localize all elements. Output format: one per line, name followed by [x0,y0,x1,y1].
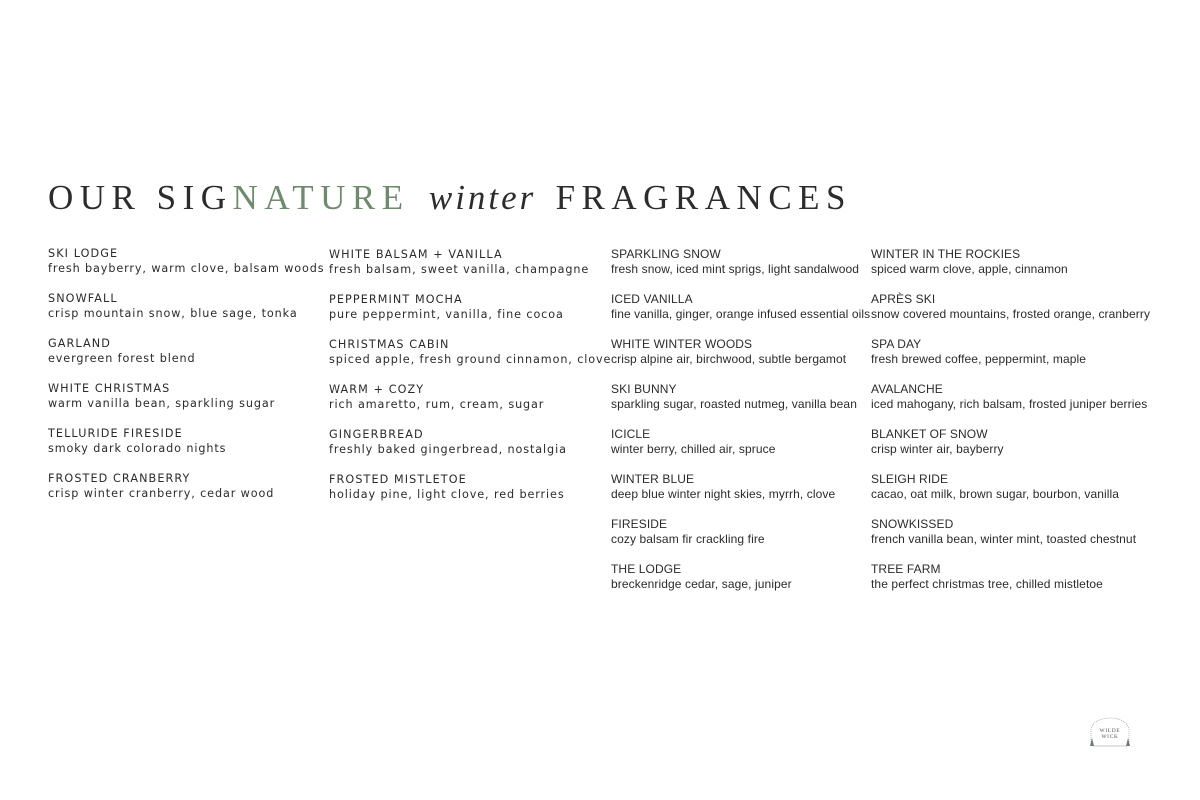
wilde-wick-logo [1087,716,1133,748]
fragrance-name: WARM + COZY [329,383,425,396]
fragrance-item [611,562,870,607]
fragrance-notes: french vanilla bean, winter mint, toasted chestnut [871,532,1137,546]
fragrance-notes: crisp winter cranberry, cedar wood [48,487,275,500]
fragrance-item [329,472,611,517]
fragrance-item [611,382,870,427]
fragrance-name: FIRESIDE [611,517,668,531]
title-part-4: FRAGRANCES [555,178,853,217]
title-part-1: OUR SIG [48,178,233,217]
page-title [48,176,852,220]
fragrance-notes: fresh bayberry, warm clove, balsam woods [48,262,325,275]
logo-tree-right-icon [1126,738,1130,746]
fragrance-item [611,472,870,517]
fragrance-name: SNOWKISSED [871,517,954,531]
title-accent-word: NATURE [232,178,410,217]
fragrance-notes: iced mahogany, rich balsam, frosted juniper berries [871,397,1148,411]
fragrance-name: BLANKET OF SNOW [871,427,988,441]
fragrance-column-3 [611,247,870,607]
fragrance-item [611,292,870,337]
fragrance-notes: cacao, oat milk, brown sugar, bourbon, vanilla [871,487,1120,501]
fragrance-name: CHRISTMAS CABIN [329,338,450,351]
fragrance-item [329,382,611,427]
fragrance-notes: fresh brewed coffee, peppermint, maple [871,352,1087,366]
fragrance-notes: spiced apple, fresh ground cinnamon, clove [329,353,612,366]
fragrance-item [329,427,611,472]
fragrance-name: WINTER BLUE [611,472,695,486]
fragrance-notes: cozy balsam fir crackling fire [611,532,765,546]
fragrance-notes: rich amaretto, rum, cream, sugar [329,398,545,411]
fragrance-item [871,247,1150,292]
fragrance-notes: sparkling sugar, roasted nutmeg, vanilla bean [611,397,857,411]
fragrance-notes: warm vanilla bean, sparkling sugar [48,397,276,410]
fragrance-name: ICED VANILLA [611,292,693,306]
fragrance-notes: crisp winter air, bayberry [871,442,1004,456]
fragrance-name: WINTER IN THE ROCKIES [871,247,1021,261]
fragrance-item [871,427,1150,472]
fragrance-name: PEPPERMINT MOCHA [329,293,463,306]
fragrance-name: GARLAND [48,337,111,350]
fragrance-notes: pure peppermint, vanilla, fine cocoa [329,308,564,321]
fragrance-notes: smoky dark colorado nights [48,442,227,455]
logo-text-line-2: WICK [1101,734,1119,740]
fragrance-name: AVALANCHE [871,382,943,396]
fragrance-notes: the perfect christmas tree, chilled mistletoe [871,577,1103,591]
fragrance-name: SPA DAY [871,337,922,351]
fragrance-name: TELLURIDE FIRESIDE [48,427,183,440]
fragrance-notes: crisp alpine air, birchwood, subtle bergamot [611,352,847,366]
fragrance-notes: fresh snow, iced mint sprigs, light sandalwood [611,262,860,276]
fragrance-notes: evergreen forest blend [48,352,196,365]
fragrance-name: APRÈS SKI [871,292,936,306]
fragrance-name: SLEIGH RIDE [871,472,949,486]
fragrance-item [871,562,1150,607]
fragrance-name: WHITE CHRISTMAS [48,382,171,395]
fragrance-notes: spiced warm clove, apple, cinnamon [871,262,1068,276]
fragrance-item [871,517,1150,562]
fragrance-item [871,292,1150,337]
fragrance-notes: breckenridge cedar, sage, juniper [611,577,792,591]
fragrance-notes: freshly baked gingerbread, nostalgia [329,443,567,456]
fragrance-notes: crisp mountain snow, blue sage, tonka [48,307,298,320]
fragrance-name: FROSTED CRANBERRY [48,472,191,485]
fragrance-name: SKI BUNNY [611,382,677,396]
fragrance-notes: fine vanilla, ginger, orange infused essential oils [611,307,871,321]
fragrance-item [611,247,870,292]
fragrance-item [871,382,1150,427]
logo-tree-left-icon [1090,738,1094,746]
fragrance-name: THE LODGE [611,562,682,576]
fragrance-item [48,381,325,426]
title-italic-word: winter [428,178,537,217]
fragrance-column-4 [871,247,1150,607]
fragrance-item [329,247,611,292]
fragrance-item [871,472,1150,517]
fragrance-notes: snow covered mountains, frosted orange, cranberry [871,307,1151,321]
fragrance-column-1 [48,246,325,516]
fragrance-name: SNOWFALL [48,292,118,305]
fragrance-item [48,471,325,516]
logo-text-line-1: WILDE [1099,728,1121,734]
fragrance-item [611,427,870,472]
fragrance-name: FROSTED MISTLETOE [329,473,467,486]
fragrance-notes: deep blue winter night skies, myrrh, clove [611,487,836,501]
fragrance-item [48,291,325,336]
fragrance-item [329,337,611,382]
fragrance-name: TREE FARM [871,562,941,576]
fragrance-item [329,292,611,337]
fragrance-name: WHITE BALSAM + VANILLA [329,248,503,261]
fragrance-name: SKI LODGE [48,247,119,260]
fragrance-notes: holiday pine, light clove, red berries [329,488,565,501]
fragrance-item [48,246,325,291]
fragrance-name: SPARKLING SNOW [611,247,721,261]
fragrance-name: GINGERBREAD [329,428,424,441]
fragrance-name: ICICLE [611,427,651,441]
fragrance-item [611,337,870,382]
fragrance-notes: fresh balsam, sweet vanilla, champagne [329,263,590,276]
fragrance-item [48,426,325,471]
fragrance-item [611,517,870,562]
fragrance-column-2 [329,247,611,517]
fragrance-item [48,336,325,381]
fragrance-notes: winter berry, chilled air, spruce [611,442,776,456]
fragrance-item [871,337,1150,382]
fragrance-name: WHITE WINTER WOODS [611,337,753,351]
